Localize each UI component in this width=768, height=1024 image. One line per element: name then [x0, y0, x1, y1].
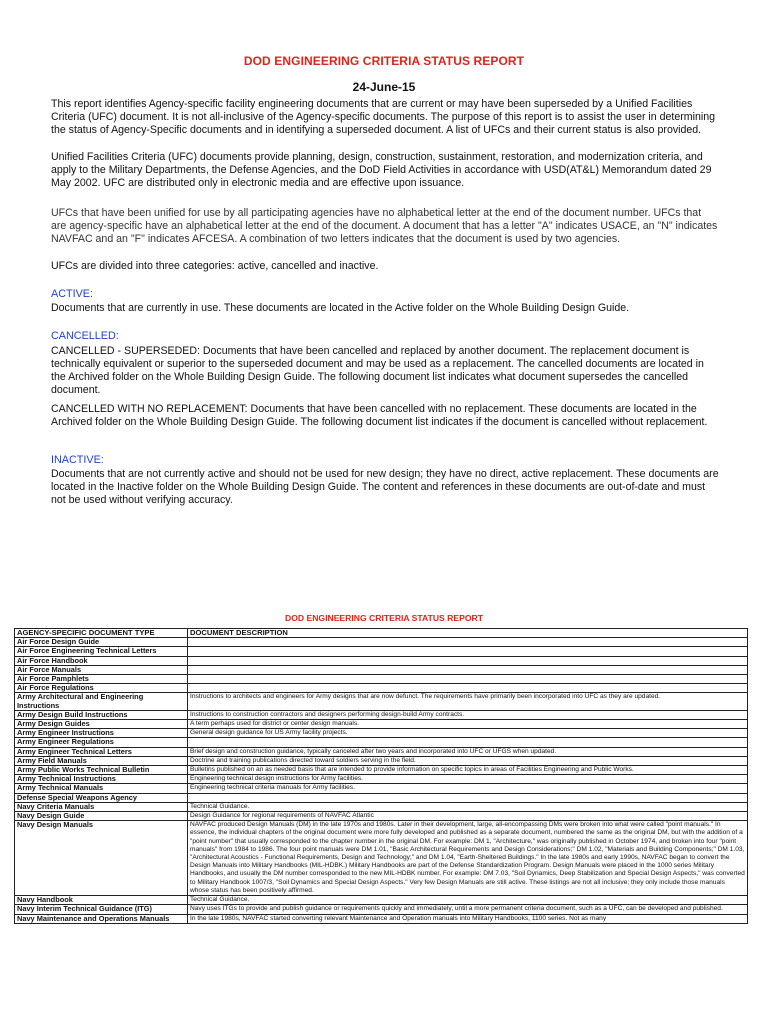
- table-row: [15, 647, 748, 656]
- cancelled-superseded-description: CANCELLED - SUPERSEDED: Documents that have been cancelled and replaced by another document. The replacement document is technically equivalent or superior to the superseded document and may be used as a replacement. The cancelled documents are located in the Archived folder on the Whole Building Design Guide. The following document list indicates what document supersedes the cancelled document.: [51, 345, 704, 396]
- document-type-cell: Navy Design Manuals: [15, 821, 188, 896]
- document-type-cell: Army Technical Manuals: [15, 784, 188, 793]
- document-description-cell: Brief design and construction guidance, typically canceled after two years and incorporated into UFC or UFGS when updated.: [188, 747, 748, 756]
- table-row: [15, 729, 748, 738]
- table-row: [15, 766, 748, 775]
- criteria-table: [14, 628, 748, 924]
- document-description-cell: Technical Guidance.: [188, 896, 748, 905]
- table-title: DOD ENGINEERING CRITERIA STATUS REPORT: [285, 613, 483, 623]
- cancelled-no-replacement-description: CANCELLED WITH NO REPLACEMENT: Documents that have been cancelled with no replacement. These documents are located in the Archived folder on the Whole Building Design Guide. The following document list indicates if the document is cancelled without replacement.: [51, 403, 708, 428]
- document-type-cell: Army Engineer Instructions: [15, 729, 188, 738]
- document-type-cell: Navy Maintenance and Operations Manuals: [15, 914, 188, 923]
- document-type-cell: Navy Handbook: [15, 896, 188, 905]
- document-description-cell: [188, 738, 748, 747]
- table-row: [15, 905, 748, 914]
- table-header-row: [15, 629, 748, 638]
- document-description-cell: [188, 675, 748, 684]
- document-description-cell: In the late 1980s, NAVFAC started converting relevant Maintenance and Operation manuals into Military Handbooks, 1100 series. Not as many: [188, 914, 748, 923]
- document-description-cell: [188, 684, 748, 693]
- document-description-cell: A term perhaps used for district or center design manuals.: [188, 720, 748, 729]
- table-row: [15, 914, 748, 923]
- table-row: [15, 738, 748, 747]
- document-type-cell: Defense Special Weapons Agency: [15, 793, 188, 802]
- table-row: [15, 775, 748, 784]
- table-row: [15, 675, 748, 684]
- active-description: Documents that are currently in use. These documents are located in the Active folder on the Whole Building Design Guide.: [51, 302, 630, 314]
- table-row: [15, 821, 748, 896]
- document-description-cell: [188, 638, 748, 647]
- document-type-cell: Air Force Design Guide: [15, 638, 188, 647]
- table-row: [15, 896, 748, 905]
- ufc-paragraph: Unified Facilities Criteria (UFC) documents provide planning, design, construction, sustainment, restoration, and modernization criteria, and apply to the Military Departments, the Defense Agencies, and the DoD Field Activities in accordance with USD(AT&L) Memorandum dated 29 May 2002. UFC are distributed only in electronic media and are effective upon issuance.: [51, 151, 712, 189]
- inactive-heading: INACTIVE:: [51, 454, 104, 466]
- document-type-cell: Army Technical Instructions: [15, 775, 188, 784]
- unified-paragraph: UFCs that have been unified for use by all participating agencies have no alphabetical letter at the end of the document number. UFCs that are agency-specific have an alphabetical letter at the end of the document. A document that has a letter "A" indicates USACE, an "N" indicates NAVFAC and an "F" indicates AFCESA. A combination of two letters indicates that the document is used by two agencies.: [51, 207, 718, 245]
- table-row: [15, 756, 748, 765]
- table-row: [15, 656, 748, 665]
- document-type-cell: Air Force Manuals: [15, 665, 188, 674]
- table-row: [15, 784, 748, 793]
- document-description-cell: Engineering technical criteria manuals for Army facilities.: [188, 784, 748, 793]
- table-row: [15, 693, 748, 710]
- table-row: [15, 638, 748, 647]
- active-heading: ACTIVE:: [51, 288, 93, 300]
- document-type-cell: Army Design Build Instructions: [15, 710, 188, 719]
- table-row: [15, 665, 748, 674]
- document-description-cell: [188, 665, 748, 674]
- document-description-cell: Navy uses ITGs to provide and publish guidance or requirements quickly and immediately, until a more permanent criteria document, such as a UFC, can be developed and published.: [188, 905, 748, 914]
- document-type-cell: Air Force Pamphlets: [15, 675, 188, 684]
- document-type-cell: Navy Interim Technical Guidance (ITG): [15, 905, 188, 914]
- header-document-type: AGENCY-SPECIFIC DOCUMENT TYPE: [15, 629, 188, 638]
- table-row: [15, 710, 748, 719]
- document-type-cell: Navy Criteria Manuals: [15, 802, 188, 811]
- document-type-cell: Army Engineer Regulations: [15, 738, 188, 747]
- table-row: [15, 802, 748, 811]
- document-description-cell: Doctrine and training publications directed toward soldiers serving in the field.: [188, 756, 748, 765]
- document-description-cell: Design Guidance for regional requirements of NAVFAC Atlantic: [188, 812, 748, 821]
- intro-paragraph: This report identifies Agency-specific facility engineering documents that are current or may have been superseded by a Unified Facilities Criteria (UFC) document. It is not all-inclusive of the Agency-specific documents. The purpose of this report is to assist the user in determining the status of Agency-Specific documents and in identifying a superseded document. A list of UFCs and their current status is also provided.: [51, 98, 715, 136]
- document-description-cell: [188, 647, 748, 656]
- document-description-cell: Engineering technical design instructions for Army facilities.: [188, 775, 748, 784]
- table-row: [15, 684, 748, 693]
- document-description-cell: General design guidance for US Army facility projects.: [188, 729, 748, 738]
- document-type-cell: Air Force Engineering Technical Letters: [15, 647, 188, 656]
- report-title: DOD ENGINEERING CRITERIA STATUS REPORT: [243, 54, 525, 68]
- document-type-cell: Army Design Guides: [15, 720, 188, 729]
- table-row: [15, 793, 748, 802]
- document-description-cell: Instructions to construction contractors and designers performing design-build Army contracts.: [188, 710, 748, 719]
- document-description-cell: [188, 793, 748, 802]
- header-document-description: DOCUMENT DESCRIPTION: [188, 629, 748, 638]
- table-row: [15, 812, 748, 821]
- document-type-cell: Army Architectural and Engineering Instructions: [15, 693, 188, 710]
- document-description-cell: [188, 656, 748, 665]
- document-type-cell: Navy Design Guide: [15, 812, 188, 821]
- table-row: [15, 747, 748, 756]
- document-type-cell: Air Force Handbook: [15, 656, 188, 665]
- inactive-description: Documents that are not currently active and should not be used for new design; they have no direct, active replacement. These documents are located in the Inactive folder on the Whole Building Design Guide. The content and references in these documents are out-of-date and must not be used without verifying accuracy.: [51, 468, 719, 506]
- document-type-cell: Army Public Works Technical Bulletin: [15, 766, 188, 775]
- report-date: 24-June-15: [352, 80, 416, 94]
- document-type-cell: Army Engineer Technical Letters: [15, 747, 188, 756]
- document-type-cell: Air Force Regulations: [15, 684, 188, 693]
- document-description-cell: Technical Guidance.: [188, 802, 748, 811]
- table-row: [15, 720, 748, 729]
- document-description-cell: Bulletins published on an as needed basis that are intended to provide information on specific topics in areas of Facilities Engineering and Public Works.: [188, 766, 748, 775]
- document-description-cell: NAVFAC produced Design Manuals (DM) in the late 1970s and 1980s. Later in their development, large, all-encompassing DMs were broken into what were called "point manuals." In essence, the individual chapters of the original document were more fully developed and published as a separate document, numbered the same as the original DM, but with the addition of a "point number" that usually corresponded to the chapter number in the original DM. For example: DM 1, "Architecture," was originally published in October 1974, and broken into four "point manuals" from 1984 to 1986. The four point manuals were DM 1.01, "Basic Architectural Requirements and Design Considerations;" DM 1.02, "Materials and Building Components;" DM 1.03, "Architectural Acoustics - Functional Requirements, Design and Technology;" and DM 1.04, "Earth-Sheltered Buildings." In the late 1980s and early 1990s, NAVFAC began to convert the Design Manuals into Military Handbooks (MIL-HDBK.) Military Handbooks are part of the Defense Standardization Program. Design Manuals were placed in the 1000 series Military Handbooks, and usually the DM number corresponded to the new MIL-HDBK number. For example: DM 7.03, "Soil Dynamics, Deep Stabilization and Special Design Aspects," was converted to Military Handbook 1007/3, "Soil Dynamics and Special Design Aspects." Very few Design Manuals are still active. These listings are not all inclusive; they only include those manuals whose status has been positively affirmed.: [188, 821, 748, 896]
- cancelled-heading: CANCELLED:: [51, 330, 119, 342]
- document-type-cell: Army Field Manuals: [15, 756, 188, 765]
- document-description-cell: Instructions to architects and engineers for Army designs that are now defunct. The requirements have primarily been incorporated into UFC as they are updated.: [188, 693, 748, 710]
- categories-paragraph: UFCs are divided into three categories: active, cancelled and inactive.: [51, 260, 379, 272]
